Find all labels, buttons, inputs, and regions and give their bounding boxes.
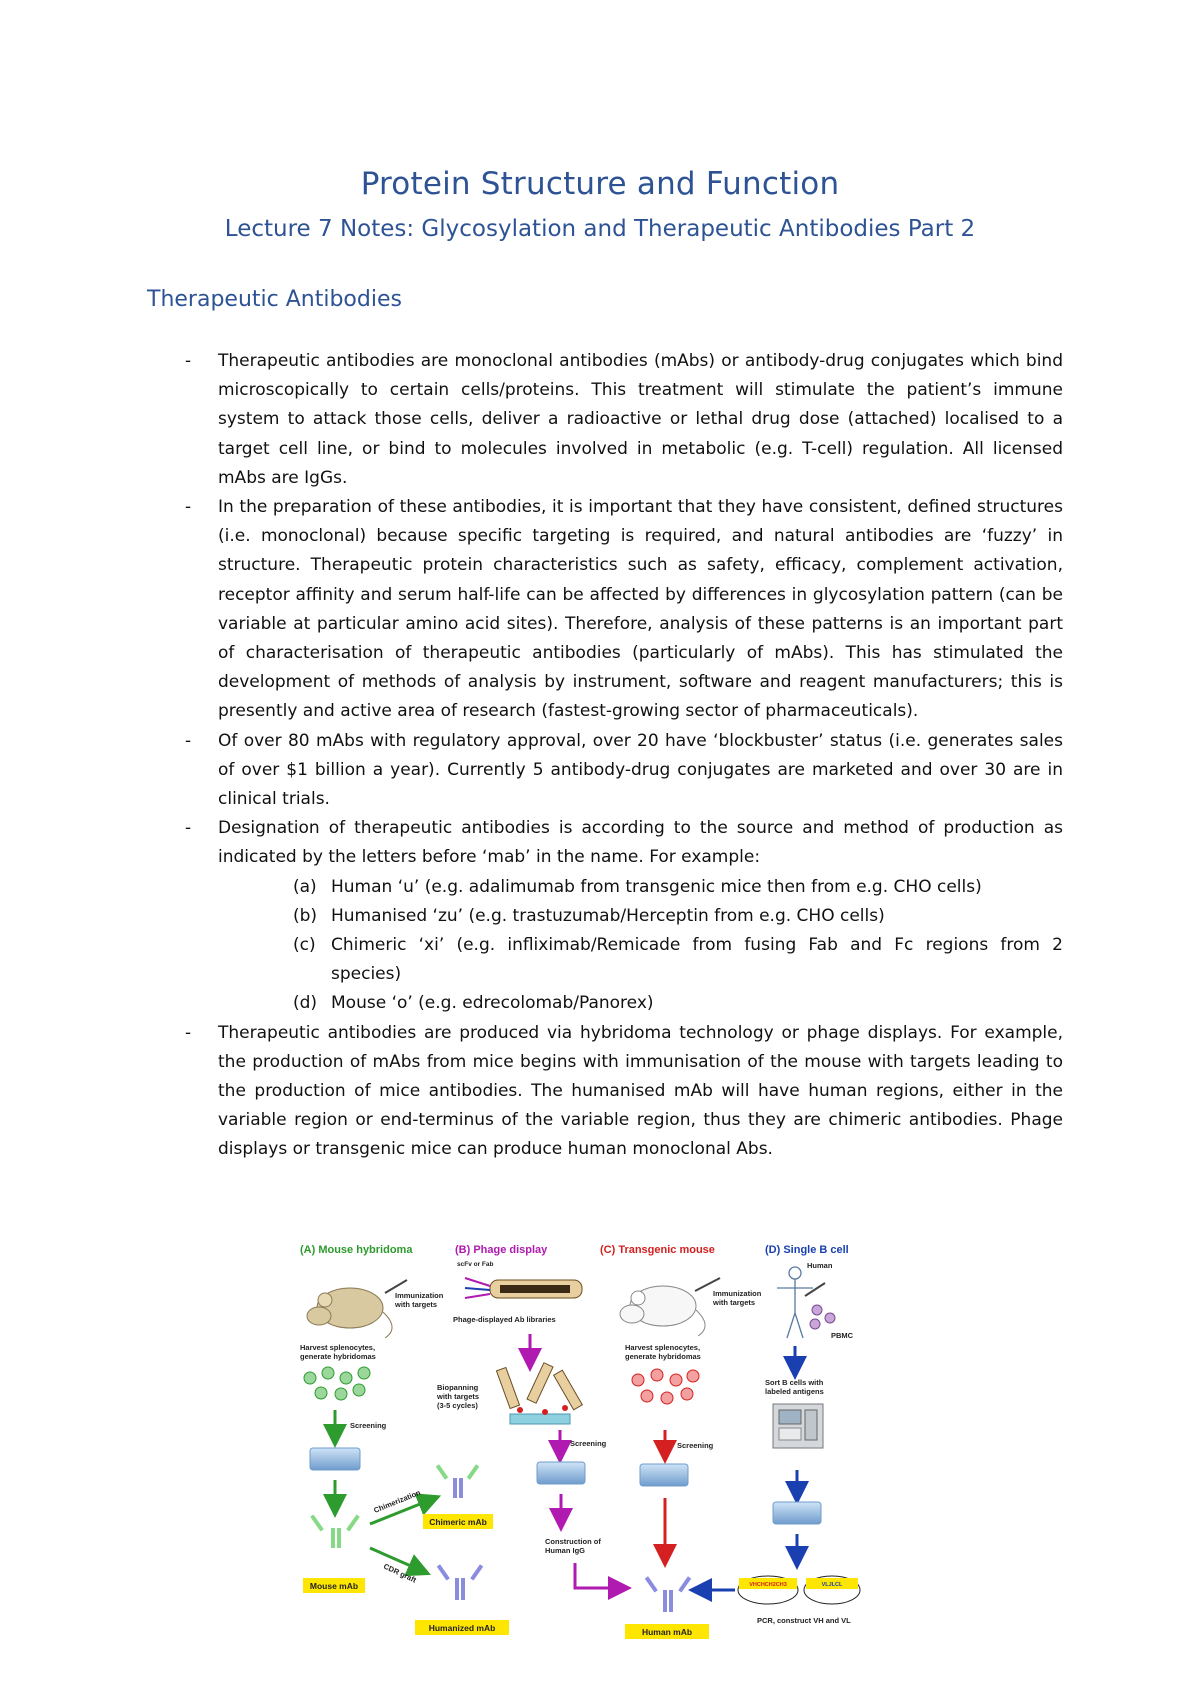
bullet-text: Therapeutic antibodies are monoclonal antibodies (mAbs) or antibody-drug conjugates which bind microscopically to certain cells/proteins. This treatment will stimulate the patient’s immune system to attack those cells, deliver a radioactive or lethal drug dose (attached) localised to a target cell line, or bind to molecules involved in metabolic (e.g. T-cell) regulation. All licensed mAbs are IgGs.: [218, 351, 1063, 488]
sub-item-marker: (c): [293, 935, 316, 956]
mouse-mab-label: Mouse mAb: [309, 1581, 359, 1591]
sort-label-2: labeled antigens: [765, 1387, 824, 1396]
screening-label-c: Screening: [677, 1441, 714, 1450]
bullet-marker: -: [185, 351, 192, 371]
human-label: Human: [807, 1261, 833, 1270]
sub-item-text: Humanised ‘zu’ (e.g. trastuzumab/Herceptin from e.g. CHO cells): [331, 905, 885, 926]
immunization-label-a: Immunization: [395, 1291, 444, 1300]
well-plate-b: [537, 1462, 585, 1484]
humanized-antibody-icon: [437, 1564, 483, 1600]
construction-label-1: Construction of: [545, 1537, 601, 1546]
biopanning-label-1: Biopanning: [437, 1383, 479, 1392]
biopanning-label-3: (3-5 cycles): [437, 1401, 478, 1410]
bullet-text: Designation of therapeutic antibodies is according to the source and method of production as indicated by the letters before ‘mab’ in the name. For example:: [218, 818, 1063, 868]
harvest-label-c1: Harvest splenocytes,: [625, 1343, 701, 1352]
sub-item-text: Chimeric ‘xi’ (e.g. infliximab/Remicade from fusing Fab and Fc regions from 2 species): [331, 935, 1063, 985]
human-figure-illustration: [777, 1267, 813, 1338]
sub-list-item: [185, 873, 1063, 902]
panel-c-title: (C) Transgenic mouse: [600, 1244, 715, 1256]
construction-label-2: Human IgG: [545, 1546, 586, 1555]
mouse-antibody-icon: [310, 1514, 360, 1548]
harvest-label-c2: generate hybridomas: [625, 1352, 701, 1361]
list-item: [185, 814, 1063, 872]
bullet-text: In the preparation of these antibodies, it is important that they have consistent, defined structures (i.e. monoclonal) because specific targeting is required, and natural antibodies are ‘fuzzy’ in structure. Therapeutic protein characteristics such as safety, efficacy, complement activation, receptor affinity and serum half-life can be affected by differences in glycosylation pattern (can be variable at particular amino acid sites). Therefore, analysis of these patterns is an important part of characterisation of therapeutic antibodies (particularly of mAbs). This has stimulated the development of methods of analysis by instrument, software and reagent manufacturers; this is presently and active area of research (fastest-growing sector of pharmaceuticals).: [218, 497, 1063, 722]
list-item: [185, 493, 1063, 727]
sub-item-text: Mouse ‘o’ (e.g. edrecolomab/Panorex): [331, 993, 654, 1014]
chimerization-label: Chimerization: [372, 1487, 422, 1515]
hybridoma-cells-c: [632, 1369, 699, 1404]
scfv-label: scFv or Fab: [457, 1261, 494, 1268]
human-mab-label: Human mAb: [641, 1627, 693, 1637]
antibody-production-figure: [295, 1238, 935, 1678]
panel-b-title: (B) Phage display: [455, 1244, 548, 1256]
bullet-list: [185, 347, 1063, 1165]
bullet-marker: -: [185, 818, 192, 839]
list-item: [185, 1019, 1063, 1165]
page-title: Protein Structure and Function: [360, 166, 840, 202]
with-targets-label-c: with targets: [713, 1298, 756, 1307]
sub-list-item: [185, 931, 1063, 989]
chimeric-antibody-icon: [436, 1464, 479, 1498]
sub-list-item: [185, 902, 1063, 931]
sort-label-1: Sort B cells with: [765, 1378, 824, 1387]
humanized-mab-label: Humanized mAb: [428, 1623, 496, 1633]
expression-plasmids: [738, 1576, 860, 1604]
well-plate-a: [310, 1448, 360, 1470]
figure-svg: [295, 1238, 935, 1678]
tan-mouse-illustration: [307, 1280, 407, 1338]
immunization-label-c: Immunization: [713, 1289, 762, 1298]
well-plate-c: [640, 1464, 688, 1486]
phage-illustration: [465, 1278, 582, 1298]
white-mouse-illustration: [620, 1278, 720, 1336]
pbmc-cells: [810, 1305, 835, 1329]
arrow-b4: [575, 1563, 620, 1588]
screening-label-b: Screening: [570, 1439, 607, 1448]
sub-list-item: [185, 989, 1063, 1018]
heavy-chain-plasmid-label: VHCHCH2CH3: [749, 1582, 787, 1588]
sub-item-marker: (d): [293, 993, 318, 1014]
panel-a-title: (A) Mouse hybridoma: [300, 1244, 413, 1256]
panel-d-title: (D) Single B cell: [765, 1244, 849, 1256]
cell-sorter-illustration: [773, 1404, 823, 1448]
harvest-label-a1: Harvest splenocytes,: [300, 1343, 376, 1352]
screening-label-a: Screening: [350, 1421, 387, 1430]
bullet-marker: -: [185, 730, 192, 751]
pbmc-label: PBMC: [831, 1331, 854, 1340]
biopanning-label-2: with targets: [437, 1392, 480, 1401]
phage-libraries-label: Phage-displayed Ab libraries: [453, 1315, 556, 1324]
bullet-text: Of over 80 mAbs with regulatory approval, over 20 have ‘blockbuster’ status (i.e. generates sales of over $1 billion a year). Currently 5 antibody-drug conjugates are marketed and over 30 are in clinical trials.: [218, 730, 1063, 810]
well-plate-d: [773, 1502, 821, 1524]
section-heading: Therapeutic Antibodies: [147, 287, 402, 312]
bullet-marker: -: [185, 1022, 192, 1043]
list-item: [185, 347, 1063, 493]
sub-item-marker: (b): [293, 905, 318, 926]
pcr-label: PCR, construct VH and VL: [757, 1616, 851, 1625]
syringe-d: [805, 1283, 825, 1296]
human-antibody-icon: [645, 1576, 691, 1612]
cdr-graft-label: CDR graft: [382, 1561, 418, 1585]
chimeric-mab-label: Chimeric mAb: [429, 1517, 487, 1527]
light-chain-plasmid-label: VLJLCL: [821, 1582, 843, 1588]
bullet-text: Therapeutic antibodies are produced via hybridoma technology or phage displays. For example, the production of mAbs from mice begins with immunisation of the mouse with targets leading to the production of mice antibodies. The humanised mAb will have human regions, either in the variable region or end-terminus of the variable region, thus they are chimeric antibodies. Phage displays or transgenic mice can produce human monoclonal Abs.: [218, 1022, 1063, 1160]
sub-item-text: Human ‘u’ (e.g. adalimumab from transgenic mice then from e.g. CHO cells): [331, 876, 982, 897]
harvest-label-a2: generate hybridomas: [300, 1352, 376, 1361]
biopanning-illustration: [496, 1363, 582, 1424]
sub-item-marker: (a): [293, 876, 317, 897]
with-targets-label-a: with targets: [395, 1300, 438, 1309]
list-item: [185, 727, 1063, 815]
bullet-marker: -: [185, 497, 192, 518]
page-subtitle: Lecture 7 Notes: Glycosylation and Therapeutic Antibodies Part 2: [224, 216, 976, 242]
hybridoma-cells-a: [304, 1367, 370, 1400]
